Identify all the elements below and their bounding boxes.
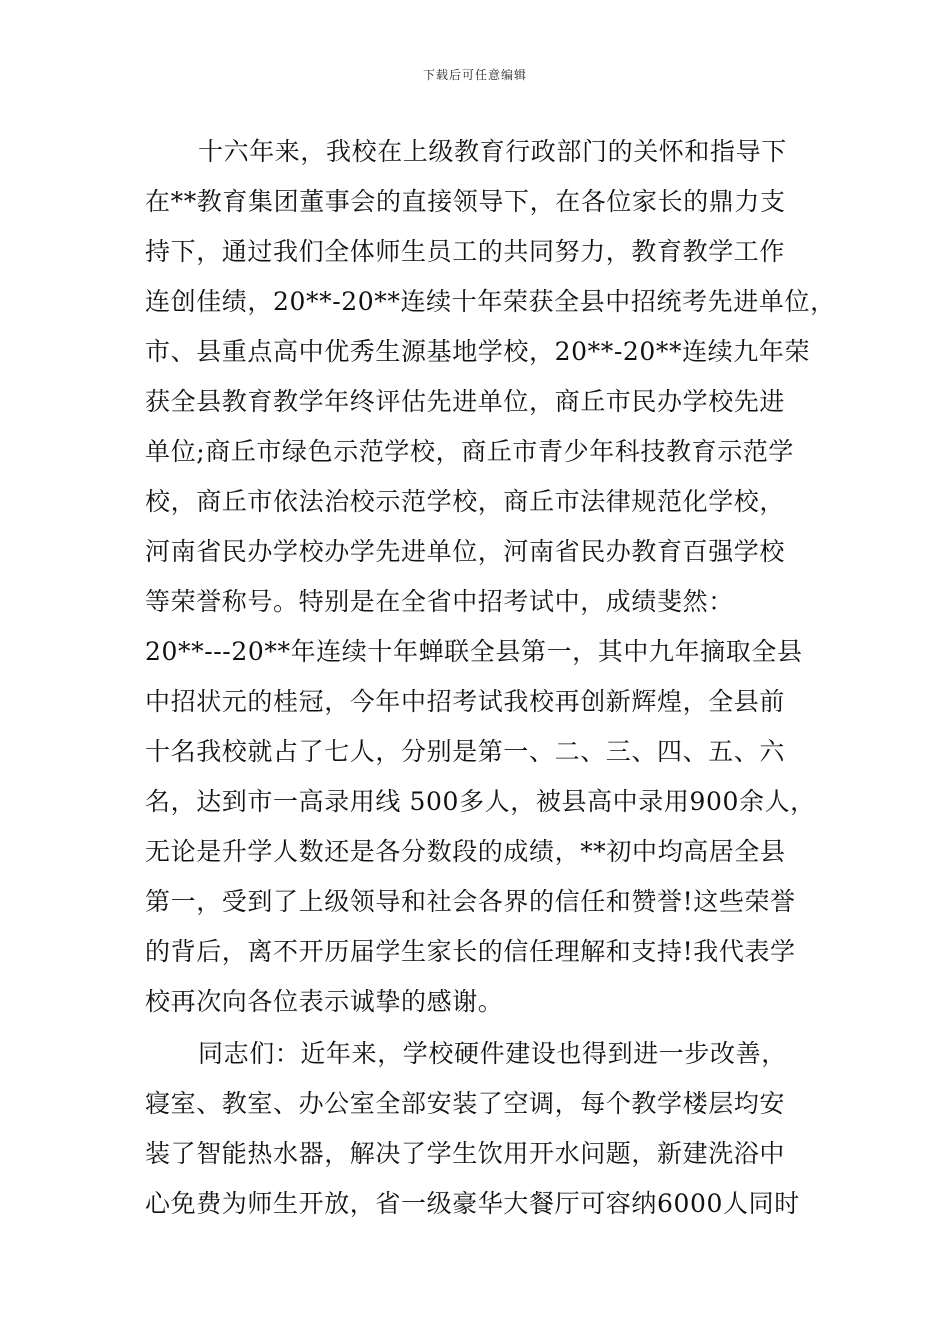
paragraph-line: 校，商丘市依法治校示范学校，商丘市法律规范化学校， (145, 487, 786, 516)
paragraph-line: 的背后，离不开历届学生家长的信任理解和支持!我代表学 (145, 937, 796, 966)
paragraph-line: 单位;商丘市绿色示范学校，商丘市青少年科技教育示范学 (145, 437, 795, 466)
paragraph-line: 连创佳绩，20**-20**连续十年荣获全县中招统考先进单位， (145, 287, 836, 316)
paragraph-line: 同志们：近年来，学校硬件建设也得到进一步改善， (198, 1039, 787, 1068)
paragraph-line: 20**---20**年连续十年蝉联全县第一，其中九年摘取全县 (145, 637, 803, 666)
paragraph-line: 十名我校就占了七人，分别是第一、二、三、四、五、六 (145, 737, 786, 766)
paragraph-line: 获全县教育教学年终评估先进单位，商丘市民办学校先进 (145, 387, 786, 416)
paragraph-line: 在**教育集团董事会的直接领导下，在各位家长的鼎力支 (145, 187, 786, 216)
paragraph-line: 市、县重点高中优秀生源基地学校，20**-20**连续九年荣 (145, 337, 811, 366)
paragraph-line: 河南省民办学校办学先进单位，河南省民办教育百强学校 (145, 537, 786, 566)
document-body (145, 127, 836, 1229)
paragraph-line: 名，达到市一高录用线 500多人，被县高中录用900余人， (145, 787, 816, 816)
paragraph-line: 寝室、教室、办公室全部安装了空调，每个教学楼层均安 (145, 1089, 786, 1118)
paragraph-line: 校再次向各位表示诚挚的感谢。 (145, 987, 504, 1016)
paragraph-line: 装了智能热水器，解决了学生饮用开水问题，新建洗浴中 (145, 1139, 786, 1168)
paragraph-line: 第一，受到了上级领导和社会各界的信任和赞誉!这些荣誉 (145, 887, 796, 916)
paragraph-line: 持下，通过我们全体师生员工的共同努力，教育教学工作 (145, 237, 786, 266)
paragraph-line: 等荣誉称号。特别是在全省中招考试中，成绩斐然： (145, 587, 734, 616)
paragraph-line: 十六年来，我校在上级教育行政部门的关怀和指导下 (198, 137, 787, 166)
header-note: 下载后可任意编辑 (422, 68, 527, 82)
paragraph-line: 心免费为师生开放，省一级豪华大餐厅可容纳6000人同时 (145, 1189, 800, 1218)
paragraph-line: 无论是升学人数还是各分数段的成绩，**初中均高居全县 (145, 837, 786, 866)
paragraph-line: 中招状元的桂冠，今年中招考试我校再创新辉煌，全县前 (145, 687, 786, 716)
